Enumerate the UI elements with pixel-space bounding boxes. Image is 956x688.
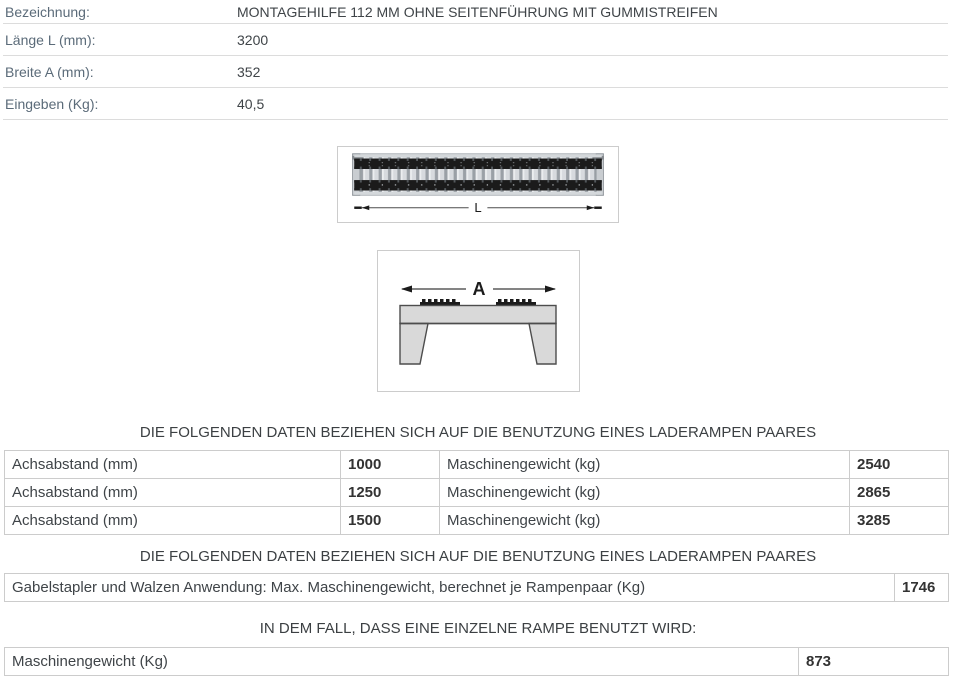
spec-value: 3200 bbox=[237, 31, 269, 48]
spec-label: Länge L (mm): bbox=[5, 31, 96, 48]
spec-label: Bezeichnung: bbox=[5, 3, 90, 20]
machine-weight-value: 3285 bbox=[850, 507, 949, 535]
table-row bbox=[5, 574, 949, 602]
forklift-data-heading: DIE FOLGENDEN DATEN BEZIEHEN SICH AUF DIE BENUTZUNG EINES LADERAMPEN PAARES bbox=[139, 548, 817, 565]
forklift-weight-table bbox=[4, 573, 949, 602]
axle-distance-label: Achsabstand (mm) bbox=[5, 479, 341, 507]
axle-distance-label: Achsabstand (mm) bbox=[5, 507, 341, 535]
machine-weight-label: Maschinengewicht (kg) bbox=[440, 507, 850, 535]
length-dimension-label: L bbox=[474, 200, 482, 216]
spec-row-gewicht bbox=[3, 88, 948, 120]
ramp-crosssection-image bbox=[378, 251, 579, 391]
single-weight-value: 873 bbox=[799, 648, 949, 676]
machine-weight-label: Maschinengewicht (kg) bbox=[440, 479, 850, 507]
single-weight-label: Maschinengewicht (Kg) bbox=[5, 648, 799, 676]
table-row bbox=[5, 507, 949, 535]
spec-label: Eingeben (Kg): bbox=[5, 95, 99, 112]
length-dimension bbox=[344, 199, 612, 216]
axle-distance-value: 1000 bbox=[341, 451, 440, 479]
spec-row-breite bbox=[3, 56, 948, 88]
spec-row-laenge bbox=[3, 24, 948, 56]
spec-value: 40,5 bbox=[237, 95, 265, 112]
pair-data-heading: DIE FOLGENDEN DATEN BEZIEHEN SICH AUF DIE BENUTZUNG EINES LADERAMPEN PAARES bbox=[139, 424, 817, 441]
table-row bbox=[5, 479, 949, 507]
single-ramp-table bbox=[4, 647, 949, 676]
single-ramp-heading: IN DEM FALL, DASS EINE EINZELNE RAMPE BENUTZT WIRD: bbox=[259, 620, 697, 637]
table-row bbox=[5, 648, 949, 676]
axle-distance-table bbox=[4, 450, 949, 535]
axle-distance-value: 1500 bbox=[341, 507, 440, 535]
spec-label: Breite A (mm): bbox=[5, 63, 94, 80]
axle-distance-label: Achsabstand (mm) bbox=[5, 451, 341, 479]
axle-distance-value: 1250 bbox=[341, 479, 440, 507]
ramp-topview-image bbox=[344, 153, 612, 196]
machine-weight-label: Maschinengewicht (kg) bbox=[440, 451, 850, 479]
product-title: MONTAGEHILFE 112 MM OHNE SEITENFÜHRUNG MIT GUMMISTREIFEN bbox=[237, 3, 718, 20]
product-spec-list bbox=[3, 0, 948, 120]
spec-row-bezeichnung bbox=[3, 0, 948, 24]
spec-value: 352 bbox=[237, 63, 261, 80]
ramp-topview-figure bbox=[337, 146, 619, 223]
machine-weight-value: 2540 bbox=[850, 451, 949, 479]
forklift-weight-value: 1746 bbox=[895, 574, 949, 602]
table-row bbox=[5, 451, 949, 479]
ramp-crosssection-figure bbox=[377, 250, 580, 392]
width-dimension-label: A bbox=[472, 279, 485, 299]
rubber-strips bbox=[420, 299, 536, 306]
machine-weight-value: 2865 bbox=[850, 479, 949, 507]
forklift-weight-label: Gabelstapler und Walzen Anwendung: Max. Maschinengewicht, berechnet je Rampenpaar (Kg) bbox=[5, 574, 895, 602]
